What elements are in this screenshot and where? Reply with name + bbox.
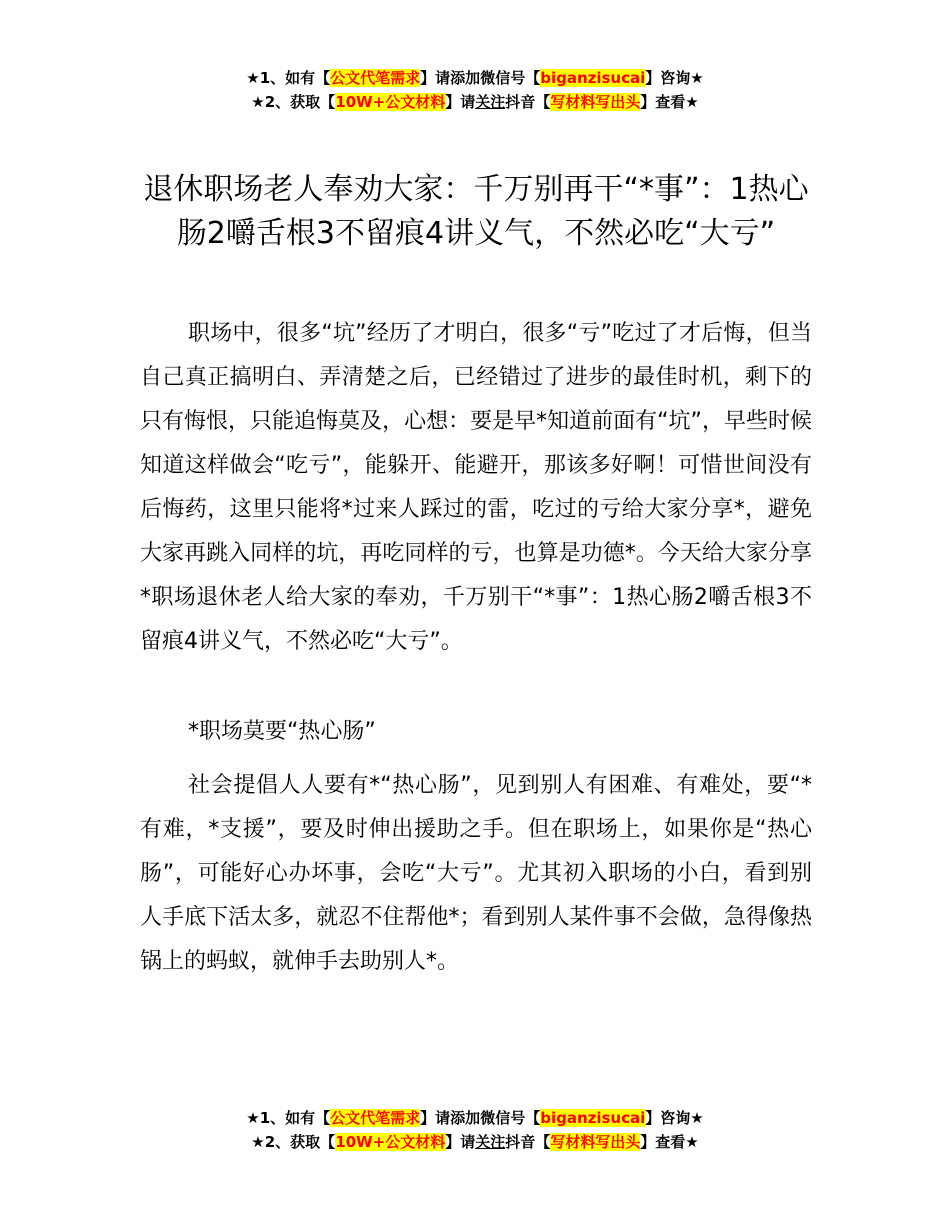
footer-line2-mid1: 】请 [445,1133,476,1151]
header-line1-highlight-wechat-id: biganzisucai [540,69,646,87]
header-line2-suffix: 】查看★ [640,93,699,111]
header-line1-mid2: 微信号【 [480,69,541,87]
header-line2-highlight-materials: 10W+公文材料 [335,93,446,111]
footer-line1-suffix: 】咨询★ [645,1109,704,1127]
footer-line1-mid1: 】请添加 [420,1109,481,1127]
header-line2-mid3: 抖音【 [505,93,551,111]
footer-banner [0,1106,950,1154]
footer-line2-prefix: ★2、获取【 [251,1133,336,1151]
footer-line2-highlight-materials: 10W+公文材料 [335,1133,446,1151]
header-line2-highlight-douyin-account: 写材料写出头 [550,93,641,111]
header-line1-prefix: ★1、如有【 [246,69,331,87]
footer-line2-suffix: 】查看★ [640,1133,699,1151]
header-line2-follow: 关注 [475,93,506,111]
footer-line2-follow: 关注 [475,1133,506,1151]
footer-line1-prefix: ★1、如有【 [246,1109,331,1127]
footer-line1-highlight-ghostwriting: 公文代笔需求 [330,1109,421,1127]
footer-line1-highlight-wechat-id: biganzisucai [540,1109,646,1127]
header-banner-line-2 [0,90,950,114]
document-title: 退休职场老人奉劝大家：千万别再干“*事”：1热心肠2嚼舌根3不留痕4讲义气，不然必吃“大亏” [143,172,809,251]
header-line1-highlight-ghostwriting: 公文代笔需求 [330,69,421,87]
header-line2-mid1: 】请 [445,93,476,111]
header-line1-mid1: 】请添加 [420,69,481,87]
footer-banner-line-2 [0,1130,950,1154]
paragraph-warm-hearted: 社会提倡人人要有*“热心肠”，见到别人有困难、有难处，要“*有难，*支援”，要及时伸出援助之手。但在职场上，如果你是“热心肠”，可能好心办坏事，会吃“大亏”。尤其初入职场的小白，看到别人手底下活太多，就忍不住帮他*；看到别人某件事不会做，急得像热锅上的蚂蚁，就伸手去助别人*。 [140,773,812,974]
header-banner-line-1 [0,66,950,90]
footer-banner-line-1 [0,1106,950,1130]
header-banner [0,66,950,114]
header-line1-suffix: 】咨询★ [645,69,704,87]
footer-line2-mid3: 抖音【 [505,1133,551,1151]
section-heading-warm-hearted: *职场莫要“热心肠” [188,719,376,744]
footer-line1-mid2: 微信号【 [480,1109,541,1127]
footer-line2-highlight-douyin-account: 写材料写出头 [550,1133,641,1151]
paragraph-intro: 职场中，很多“坑”经历了才明白，很多“亏”吃过了才后悔，但当自己真正搞明白、弄清楚之后，已经错过了进步的最佳时机，剩下的只有悔恨，只能追悔莫及，心想：要是早*知道前面有“坑”，早些时候知道这样做会“吃亏”，能躲开、能避开，那该多好啊！可惜世间没有后悔药，这里只能将*过来人踩过的雷，吃过的亏给大家分享*，避免大家再跳入同样的坑，再吃同样的亏，也算是功德*。今天给大家分享*职场退休老人给大家的奉劝，千万别干“*事”：1热心肠2嚼舌根3不留痕4讲义气，不然必吃“大亏”。 [140,321,812,654]
header-line2-prefix: ★2、获取【 [251,93,336,111]
